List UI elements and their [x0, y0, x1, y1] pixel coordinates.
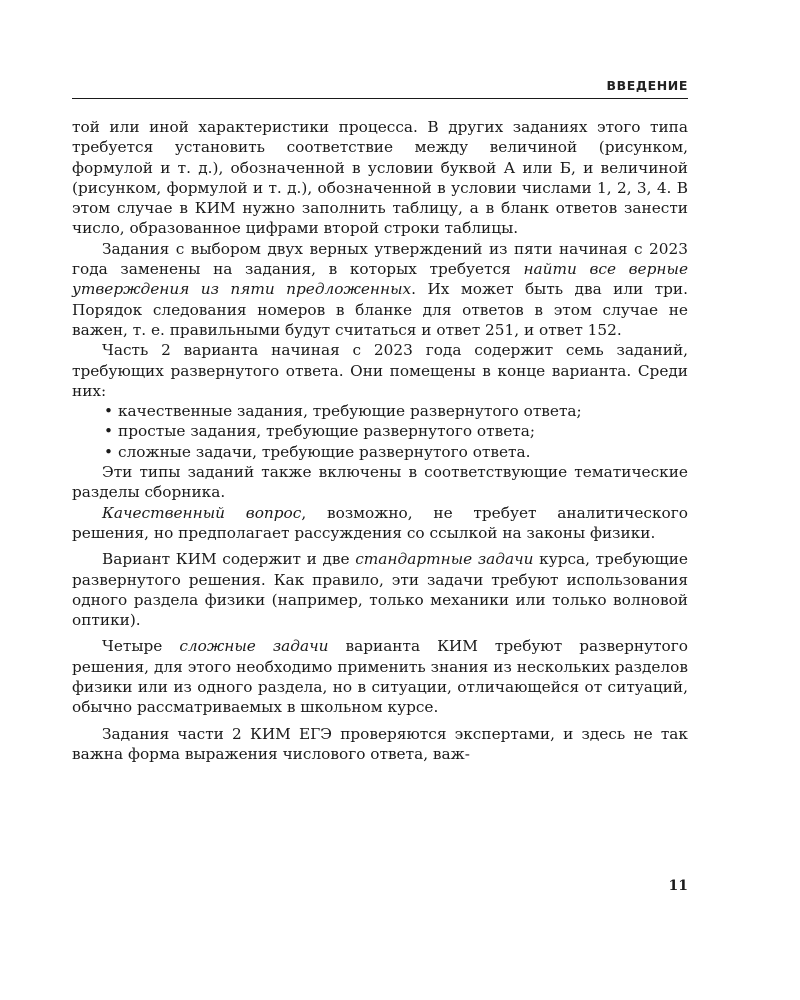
paragraph-5-text: , возможно, не требует аналитического решения, но предполагает рассуждения со ссылкой на законы физики. [72, 503, 688, 542]
paragraph-6-text-a: Вариант КИМ содержит и две [102, 550, 356, 569]
paragraph-4: Эти типы заданий также включены в соответствующие тематические разделы сборника. [72, 463, 688, 502]
page-number: 11 [668, 878, 688, 894]
paragraph-8: Задания части 2 КИМ ЕГЭ проверяются экспертами, и здесь не так важна форма выражения числового ответа, важ- [72, 724, 688, 763]
paragraph-7-emphasis: сложные задачи [179, 637, 329, 656]
list-item [104, 421, 688, 441]
paragraph-6 [72, 549, 688, 630]
paragraph-7-text-b: варианта КИМ требуют развернутого решения, для этого необходимо применить знания из нескольких разделов физики или из одного раздела, но в ситуации, отличающейся от ситуаций, обычно рассматриваемых в школьном курсе. [72, 637, 688, 717]
paragraph-6-emphasis: стандартные задачи [355, 550, 534, 569]
paragraph-5-emphasis: Качественный вопрос [102, 503, 302, 522]
bullet-icon: • [104, 442, 114, 461]
bullet-icon: • [104, 422, 114, 441]
list-item-text: сложные задачи, требующие развернутого ответа. [118, 442, 531, 461]
paragraph-2-emphasis: найти все верные утверждения из пяти предложенных [72, 260, 688, 299]
main-text [72, 117, 688, 764]
page-header [72, 76, 688, 99]
running-head: ВВЕДЕНИЕ [606, 78, 688, 93]
paragraph-7 [72, 636, 688, 717]
paragraph-1: той или иной характеристики процесса. В других заданиях этого типа требуется установить соответствие между величиной (рисунком, формулой и т. д.), обозначенной в условии буквой А или Б, и величиной (рисунком, формулой и т. д.), обозначенной в условии числами 1, 2, 3, 4. В этом случае в КИМ нужно заполнить таблицу, а в бланк ответов занести число, образованное цифрами второй строки таблицы. [72, 118, 688, 238]
paragraph-3: Часть 2 варианта начиная с 2023 года содержит семь заданий, требующих развернутого ответа. Они помещены в конце варианта. Среди них: [72, 341, 688, 400]
task-type-list [72, 401, 688, 462]
paragraph-6-text-b: курса, требующие развернутого решения. Как правило, эти задачи требуют использования одного раздела физики (например, только механики или только волновой оптики). [72, 550, 688, 630]
paragraph-5 [72, 503, 688, 544]
paragraph-2-text-b: . Их может быть два или три. Порядок следования номеров в бланке для ответов в этом случае не важен, т. е. правильными будут считаться и ответ 251, и ответ 152. [72, 280, 688, 339]
list-item-text: простые задания, требующие развернутого ответа; [118, 422, 535, 441]
paragraph-2 [72, 239, 688, 340]
list-item-text: качественные задания, требующие развернутого ответа; [118, 402, 582, 421]
list-item [104, 401, 688, 421]
paragraph-7-text-a: Четыре [102, 637, 180, 656]
bullet-icon: • [104, 402, 114, 421]
paragraph-2-text-a: Задания с выбором двух верных утверждений из пяти начиная с 2023 года заменены на задания, в которых требуется [72, 239, 688, 279]
list-item [104, 442, 688, 462]
